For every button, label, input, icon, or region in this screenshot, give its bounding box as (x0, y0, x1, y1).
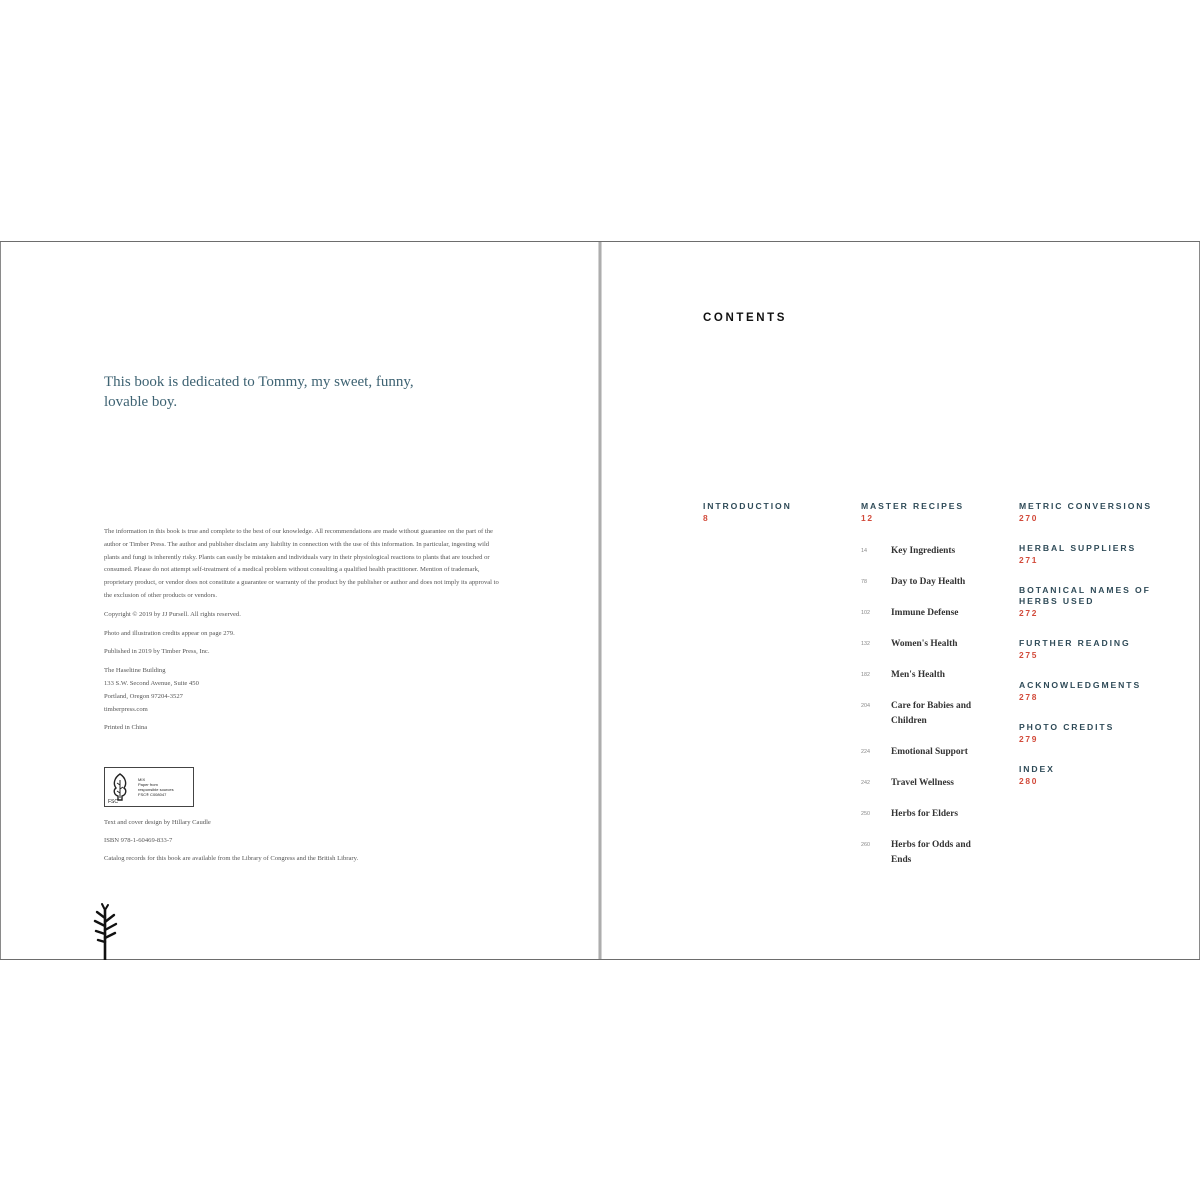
list-item (861, 668, 1011, 683)
back-matter-title: FURTHER READING (1019, 638, 1131, 648)
address-line: The Haseltine Building (104, 667, 166, 675)
contents-column-intro (703, 501, 843, 524)
chapter-label: Care for Babies and Children (891, 701, 972, 726)
list-item (861, 637, 1011, 652)
back-matter-title: PHOTO CREDITS (1019, 722, 1115, 732)
list-item (861, 606, 1011, 621)
chapter-page: 14 (861, 548, 867, 554)
back-matter-page: 278 (1019, 692, 1039, 702)
address-line: 133 S.W. Second Avenue, Suite 450 (104, 679, 199, 687)
back-matter-title: ACKNOWLEDGMENTS (1019, 680, 1142, 690)
fsc-line: responsible sources (138, 787, 174, 792)
chapter-label: Travel Wellness (891, 778, 954, 788)
back-matter-title: INDEX (1019, 764, 1055, 774)
back-matter-title: BOTANICAL NAMES OF HERBS USED (1019, 585, 1151, 606)
legal-notice: The information in this book is true and complete to the best of our knowledge. All recommendations are made without guarantee on the part of the author or Timber Press. The author and publisher disclaim any liability in connection with the use of this information. In particular, ingesting wild plants and fungi is inherently risky. Plants can easily be mistaken and individuals vary in their physiological reactions to plants that are touched or consumed. Please do not attempt self-treatment of a medical problem without consulting a qualified health practitioner. Mention of trademark, proprietary product, or vendor does not constitute a guarantee or warranty of the product by the publisher or author and does not imply its approval to the exclusion of other products or vendors. (104, 528, 499, 599)
isbn: ISBN 978-1-60469-833-7 (104, 836, 173, 844)
published-line: Published in 2019 by Timber Press, Inc. (104, 648, 210, 656)
list-item (861, 745, 1011, 760)
master-recipes-title: MASTER RECIPES (861, 501, 964, 511)
chapter-page: 182 (861, 672, 870, 678)
contents-column-recipes (861, 501, 1011, 884)
list-item (1019, 722, 1189, 745)
list-item (861, 699, 1011, 729)
fsc-logo (104, 767, 194, 807)
chapter-label: Immune Defense (891, 608, 959, 618)
back-matter-page: 279 (1019, 734, 1039, 744)
chapter-label: Emotional Support (891, 747, 968, 757)
list-item (861, 544, 1011, 559)
fsc-text (135, 777, 193, 797)
left-page (0, 242, 600, 959)
list-item (861, 575, 1011, 590)
fsc-mix: MIX (138, 777, 146, 782)
list-item (1019, 638, 1189, 661)
list-item (1019, 764, 1189, 787)
dedication: This book is dedicated to Tommy, my sweet, funny, lovable boy. (104, 374, 414, 410)
back-matter-page: 275 (1019, 650, 1039, 660)
chapter-label: Key Ingredients (891, 546, 956, 556)
list-item (1019, 543, 1189, 566)
master-recipes-page: 12 (861, 513, 874, 523)
design-credit: Text and cover design by Hillary Caudle (104, 819, 211, 826)
fsc-line: Paper from (138, 782, 158, 787)
right-page (601, 242, 1200, 959)
list-item (1019, 501, 1189, 524)
list-item (861, 807, 1011, 822)
back-matter-page: 272 (1019, 608, 1039, 618)
chapter-page: 102 (861, 610, 870, 616)
book-spread (0, 241, 1200, 960)
contents-column-back-matter (1019, 501, 1189, 806)
chapter-page: 242 (861, 780, 870, 786)
address-line: Portland, Oregon 97204-3527 (104, 692, 183, 700)
back-matter-page: 280 (1019, 776, 1039, 786)
chapter-label: Herbs for Elders (891, 809, 959, 819)
introduction-title: INTRODUCTION (703, 501, 792, 511)
back-matter-page: 270 (1019, 513, 1039, 523)
chapter-label: Men's Health (891, 670, 945, 680)
chapter-page: 204 (861, 703, 870, 709)
photo-credits-line: Photo and illustration credits appear on page 279. (104, 629, 235, 637)
fsc-code: FSC® C008047 (138, 792, 167, 797)
list-item (861, 776, 1011, 791)
recipe-chapter-list (861, 544, 1011, 868)
publisher-website: timberpress.com (104, 705, 148, 713)
contents-title: CONTENTS (703, 312, 788, 324)
chapter-page: 260 (861, 842, 870, 848)
list-item (1019, 680, 1189, 703)
back-matter-title: METRIC CONVERSIONS (1019, 501, 1153, 511)
copyright-line: Copyright © 2019 by JJ Pursell. All rights reserved. (104, 610, 241, 618)
tree-icon (89, 902, 121, 960)
catalog-records: Catalog records for this book are available from the Library of Congress and the British Library. (104, 854, 359, 862)
copyright-block (104, 526, 504, 741)
introduction-page: 8 (703, 513, 710, 523)
chapter-page: 250 (861, 811, 870, 817)
chapter-label: Day to Day Health (891, 577, 966, 587)
list-item (1019, 585, 1189, 619)
back-matter-title: HERBAL SUPPLIERS (1019, 543, 1137, 553)
credits-block (104, 817, 504, 870)
chapter-label: Herbs for Odds and Ends (891, 840, 971, 865)
list-item (861, 838, 1011, 868)
back-matter-page: 271 (1019, 555, 1039, 565)
chapter-page: 132 (861, 641, 870, 647)
fsc-label: FSC (108, 799, 118, 805)
chapter-page: 78 (861, 579, 867, 585)
chapter-page: 224 (861, 749, 870, 755)
publisher-address (104, 665, 504, 716)
printed-line: Printed in China (104, 724, 148, 732)
chapter-label: Women's Health (891, 639, 958, 649)
